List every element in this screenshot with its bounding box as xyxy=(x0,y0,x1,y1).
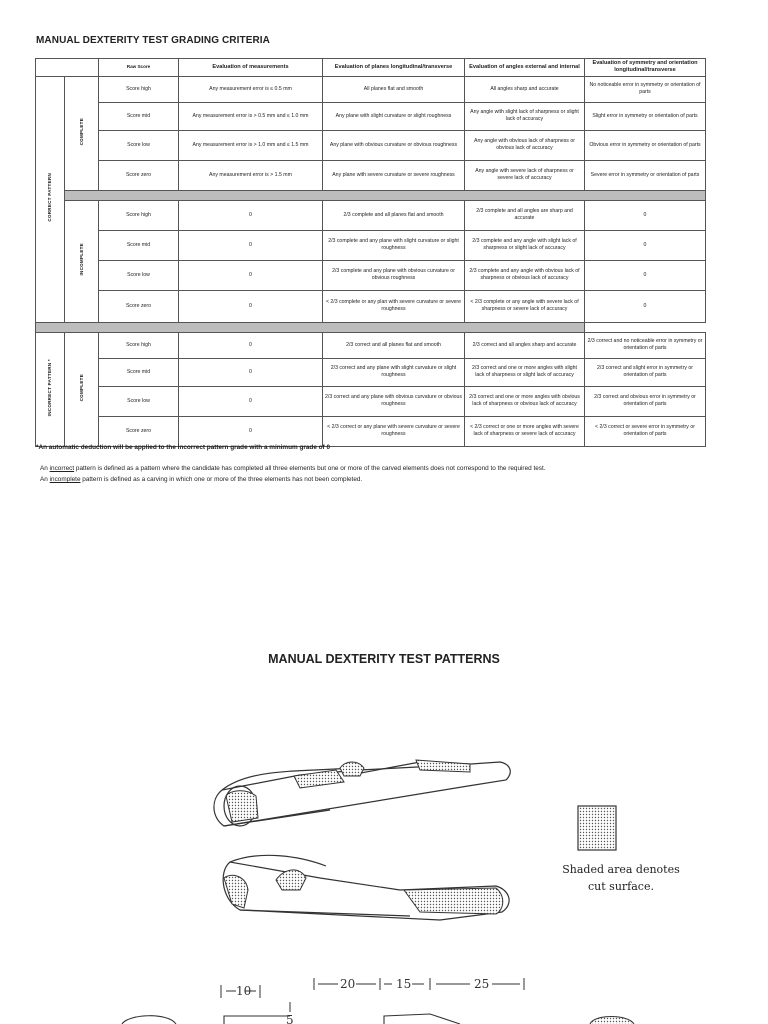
table-cell: Score high xyxy=(99,332,179,358)
table-cell: Any measurement error is > 1.0 mm and ≤ 1.5 mm xyxy=(179,130,323,160)
table-cell: Score high xyxy=(99,76,179,102)
cut-surface-4 xyxy=(416,760,470,772)
table-cell: < 2/3 correct or one or more angles with severe lack of sharpness or severe lack of accuracy xyxy=(465,416,585,446)
note-text: An xyxy=(40,476,50,483)
table-cell: 0 xyxy=(179,200,323,230)
table-cell: < 2/3 complete or any plan with severe curvature or severe roughness xyxy=(323,290,465,322)
table-cell: 2/3 complete and any plane with slight curvature or slight roughness xyxy=(323,230,465,260)
dim-20: 20 xyxy=(340,977,356,991)
header-raw-score: Raw Score xyxy=(99,59,179,77)
table-row xyxy=(36,160,706,190)
cut-surface-1 xyxy=(226,791,258,822)
header-planes: Evaluation of planes longitudinal/transverse xyxy=(323,59,465,77)
sub-complete xyxy=(65,76,99,190)
dim-25: 25 xyxy=(474,977,490,991)
table-cell: Any measurement error is > 1.5 mm xyxy=(179,160,323,190)
table-cell: 2/3 correct and no noticeable error in symmetry or orientation of parts xyxy=(585,332,706,358)
table-cell: Any plane with slight curvature or slight roughness xyxy=(323,102,465,130)
grading-table xyxy=(35,58,706,447)
table-cell: Score zero xyxy=(99,160,179,190)
separator-cell xyxy=(65,190,706,200)
table-cell: 2/3 correct and one or more angles with obvious lack of sharpness or obvious lack of accuracy xyxy=(465,386,585,416)
table-cell: 2/3 correct and obvious error in symmetry or orientation of parts xyxy=(585,386,706,416)
table-cell: 2/3 complete and all angles are sharp and accurate xyxy=(465,200,585,230)
table-cell: 0 xyxy=(585,260,706,290)
header-angles: Evaluation of angles external and internal xyxy=(465,59,585,77)
note-text: An xyxy=(40,465,50,472)
table-cell: Any angle with slight lack of sharpness or slight lack of accuracy xyxy=(465,102,585,130)
group-correct-label: CORRECT PATTERN xyxy=(47,173,53,222)
table-cell: Score zero xyxy=(99,416,179,446)
sub-incomplete-label: INCOMPLETE xyxy=(78,243,84,276)
table-cell: No noticeable error in symmetry or orientation of parts xyxy=(585,76,706,102)
table-row xyxy=(36,230,706,260)
table-row xyxy=(36,290,706,322)
cut-surface-3 xyxy=(340,762,364,776)
sub-incomplete xyxy=(65,200,99,322)
asterisk-mark: * xyxy=(47,359,53,362)
sub-complete-2-label: COMPLETE xyxy=(78,373,84,402)
table-cell: 0 xyxy=(179,332,323,358)
note-text: pattern is defined as a pattern where the candidate has completed all three elements but one or more of the carved elements does not correspond to the required test. xyxy=(74,465,546,472)
legend-text xyxy=(556,862,686,895)
header-measurements: Evaluation of measurements xyxy=(179,59,323,77)
table-cell: 2/3 complete and any angle with obvious lack of sharpness or obvious lack of accuracy xyxy=(465,260,585,290)
dim-15: 15 xyxy=(396,977,412,991)
table-cell: Any measurement error is ≤ 0.5 mm xyxy=(179,76,323,102)
group-incorrect-text: INCORRECT PATTERN xyxy=(47,362,53,417)
cut-surface-2 xyxy=(294,770,344,788)
cut-surface-6 xyxy=(276,870,306,890)
table-cell: Score low xyxy=(99,260,179,290)
table-row xyxy=(36,332,706,358)
separator-row xyxy=(36,190,706,200)
table-cell: 2/3 correct and all planes flat and smooth xyxy=(323,332,465,358)
table-cell: Any plane with obvious curvature or obvious roughness xyxy=(323,130,465,160)
table-cell: Score mid xyxy=(99,358,179,386)
note-term: incorrect xyxy=(49,465,75,472)
legend-line-1: Shaded area denotes xyxy=(562,863,680,876)
cut-surface-7 xyxy=(404,888,503,914)
incorrect-definition xyxy=(40,465,546,472)
sub-complete-2 xyxy=(65,332,99,446)
table-cell: Any angle with obvious lack of sharpness or obvious lack of accuracy xyxy=(465,130,585,160)
dimension-lines xyxy=(221,977,524,1024)
separator-row xyxy=(36,322,706,332)
table-cell: 2/3 correct and slight error in symmetry or orientation of parts xyxy=(585,358,706,386)
group-correct xyxy=(36,76,65,322)
table-cell: Score high xyxy=(99,200,179,230)
separator-cell xyxy=(36,322,585,332)
cut-surface-5 xyxy=(224,875,248,908)
table-cell: 2/3 correct and one or more angles with slight lack of sharpness or slight lack of accuracy xyxy=(465,358,585,386)
deduction-note: *An automatic deduction will be applied to the incorrect pattern grade with a minimum grade of 0 xyxy=(36,444,331,451)
table-row xyxy=(36,76,706,102)
table-cell: All angles sharp and accurate xyxy=(465,76,585,102)
sub-complete-label: COMPLETE xyxy=(78,117,84,146)
table-cell: 0 xyxy=(179,290,323,322)
table-cell: Score mid xyxy=(99,230,179,260)
dim-5: 5 xyxy=(286,1013,294,1024)
table-cell: 0 xyxy=(179,386,323,416)
table-cell: 0 xyxy=(179,358,323,386)
table-row xyxy=(36,386,706,416)
table-cell: Score zero xyxy=(99,290,179,322)
table-cell: < 2/3 correct or severe error in symmetry or orientation of parts xyxy=(585,416,706,446)
legend-line-2: cut surface. xyxy=(588,879,654,893)
legend-swatch xyxy=(578,806,616,850)
table-row xyxy=(36,358,706,386)
dim-10: 10 xyxy=(236,984,252,998)
header-blank xyxy=(36,59,99,77)
table-row xyxy=(36,200,706,230)
incomplete-definition xyxy=(40,476,362,483)
note-term: incomplete xyxy=(49,476,81,483)
table-row xyxy=(36,416,706,446)
note-text: pattern is defined as a carving in which one or more of the three elements has not been completed. xyxy=(80,476,363,483)
table-cell: 0 xyxy=(585,200,706,230)
table-header-row xyxy=(36,59,706,77)
table-row xyxy=(36,130,706,160)
table-cell: 2/3 correct and any plane with slight curvature or slight roughness xyxy=(323,358,465,386)
page-title: MANUAL DEXTERITY TEST GRADING CRITERIA xyxy=(36,35,270,46)
bottom-views xyxy=(122,1014,634,1024)
table-cell: Score low xyxy=(99,130,179,160)
header-symmetry: Evaluation of symmetry and orientation longitudinal/transverse xyxy=(585,59,706,77)
table-cell: Obvious error in symmetry or orientation of parts xyxy=(585,130,706,160)
table-cell: < 2/3 correct or any plane with severe curvature or severe roughness xyxy=(323,416,465,446)
table-cell: 2/3 correct and all angles sharp and accurate xyxy=(465,332,585,358)
table-cell: < 2/3 complete or any angle with severe lack of sharpness or severe lack of accuracy xyxy=(465,290,585,322)
group-incorrect xyxy=(36,332,65,446)
group-incorrect-label xyxy=(47,359,53,416)
table-cell: 0 xyxy=(179,260,323,290)
table-cell: 2/3 correct and any plane with obvious curvature or obvious roughness xyxy=(323,386,465,416)
table-cell: Slight error in symmetry or orientation of parts xyxy=(585,102,706,130)
table-cell: 0 xyxy=(179,230,323,260)
table-row xyxy=(36,102,706,130)
patterns-title: MANUAL DEXTERITY TEST PATTERNS xyxy=(268,652,500,666)
table-cell: Score mid xyxy=(99,102,179,130)
table-cell: All planes flat and smooth xyxy=(323,76,465,102)
table-cell: Score low xyxy=(99,386,179,416)
table-cell: Severe error in symmetry or orientation of parts xyxy=(585,160,706,190)
table-cell: 2/3 complete and any angle with slight lack of sharpness or slight lack of accuracy xyxy=(465,230,585,260)
table-cell: 0 xyxy=(585,230,706,260)
table-cell: 0 xyxy=(585,290,706,322)
table-cell: Any angle with severe lack of sharpness or severe lack of accuracy xyxy=(465,160,585,190)
table-cell: 2/3 complete and any plane with obvious curvature or obvious roughness xyxy=(323,260,465,290)
table-cell: 2/3 complete and all planes flat and smooth xyxy=(323,200,465,230)
table-cell: 0 xyxy=(179,416,323,446)
table-cell: Any plane with severe curvature or severe roughness xyxy=(323,160,465,190)
table-cell: Any measurement error is > 0.5 mm and ≤ 1.0 mm xyxy=(179,102,323,130)
table-row xyxy=(36,260,706,290)
